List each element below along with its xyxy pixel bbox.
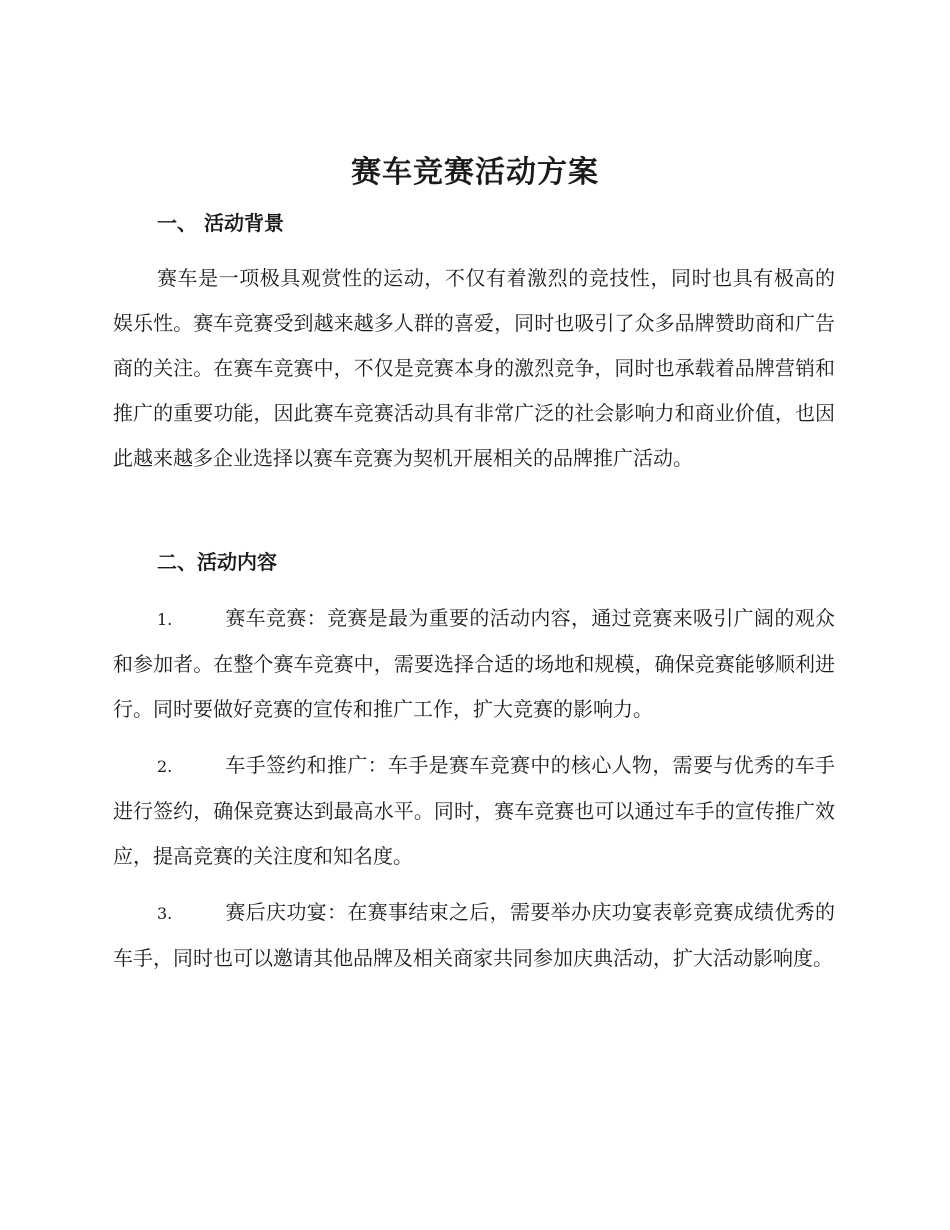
list-item-number: 2.: [157, 757, 173, 776]
list-item: [113, 596, 835, 732]
list-item-text: 赛后庆功宴：在赛事结束之后，需要举办庆功宴表彰竞赛成绩优秀的车手，同时也可以邀请其他品牌及相关商家共同参加庆典活动，扩大活动影响度。: [113, 900, 835, 970]
document-title: 赛车竞赛活动方案: [351, 155, 599, 190]
list-item: [113, 890, 835, 981]
section-heading-content: 二、活动内容: [157, 550, 277, 574]
section-heading-background: 一、 活动背景: [157, 211, 284, 235]
list-item-text: 车手签约和推广：车手是赛车竞赛中的核心人物，需要与优秀的车手进行签约，确保竞赛达到最高水平。同时，赛车竞赛也可以通过车手的宣传推广效应，提高竞赛的关注度和知名度。: [113, 753, 835, 868]
list-item-text: 赛车竞赛：竞赛是最为重要的活动内容，通过竞赛来吸引广阔的观众和参加者。在整个赛车竞赛中，需要选择合适的场地和规模，确保竞赛能够顺利进行。同时要做好竞赛的宣传和推广工作，扩大竞赛的影响力。: [113, 606, 835, 721]
list-item: [113, 743, 835, 879]
list-item-number: 3.: [157, 904, 173, 923]
list-item-number: 1.: [157, 610, 173, 629]
background-paragraph: 赛车是一项极具观赏性的运动，不仅有着激烈的竞技性，同时也具有极高的娱乐性。赛车竞赛受到越来越多人群的喜爱，同时也吸引了众多品牌赞助商和广告商的关注。在赛车竞赛中，不仅是竞赛本身的激烈竞争，同时也承载着品牌营销和推广的重要功能，因此赛车竞赛活动具有非常广泛的社会影响力和商业价值，也因此越来越多企业选择以赛车竞赛为契机开展相关的品牌推广活动。: [113, 266, 835, 470]
